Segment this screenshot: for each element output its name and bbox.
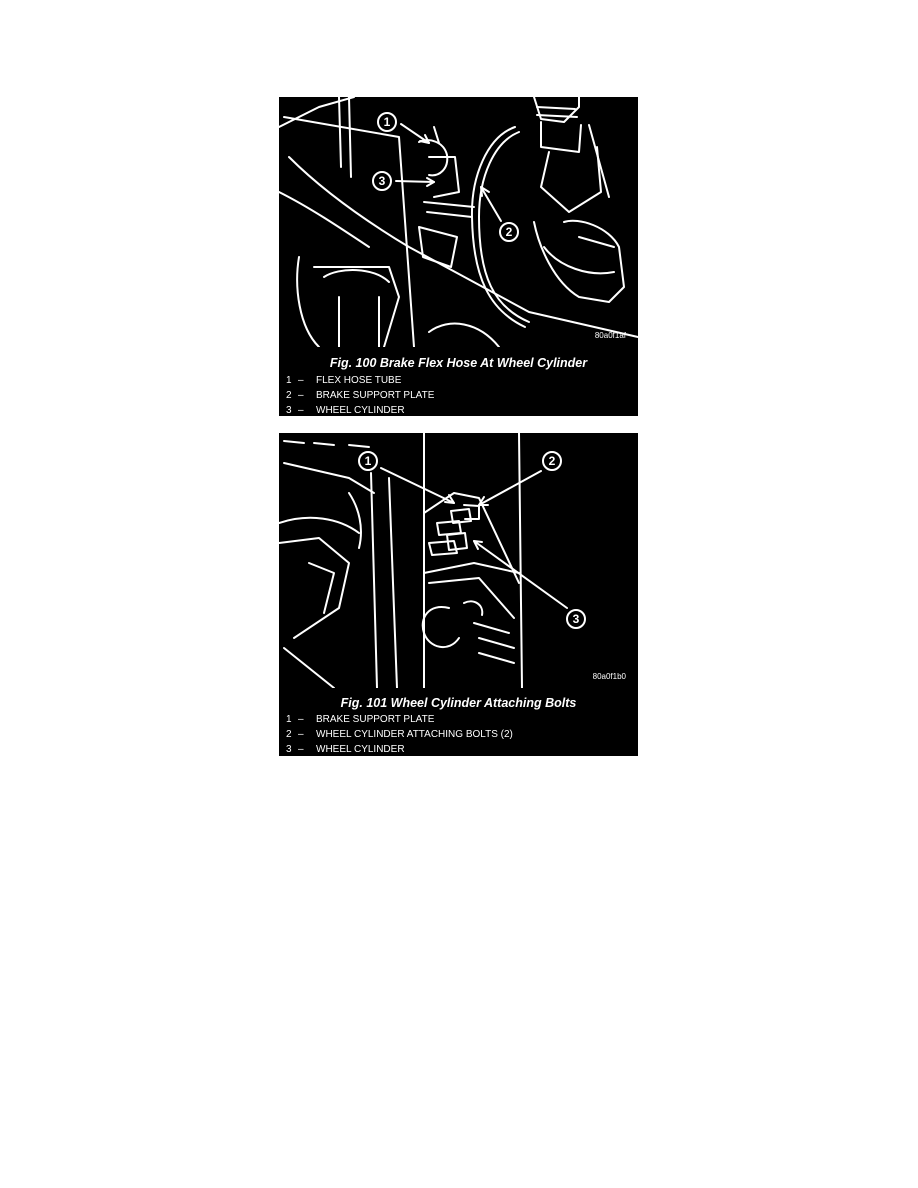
figure-code: 80a0f1b0 — [592, 672, 626, 681]
callout-1: 1 — [383, 115, 391, 129]
figure-legend — [286, 712, 513, 756]
legend-item: 3 – WHEEL CYLINDER — [286, 405, 405, 416]
figure-caption: Fig. 100 Brake Flex Hose At Wheel Cylinder — [329, 356, 588, 370]
callout-2: 2 — [505, 225, 513, 239]
callout-3: 3 — [572, 612, 580, 626]
callout-2: 2 — [548, 454, 556, 468]
figure-caption: Fig. 101 Wheel Cylinder Attaching Bolts — [340, 696, 577, 710]
callout-3: 3 — [378, 174, 386, 188]
callout-1: 1 — [364, 454, 372, 468]
legend-item: 2 – BRAKE SUPPORT PLATE — [286, 390, 435, 401]
legend-item: 1 – BRAKE SUPPORT PLATE — [286, 714, 435, 725]
legend-item: 1 – FLEX HOSE TUBE — [286, 375, 402, 386]
figure-legend — [286, 373, 434, 416]
legend-item: 3 – WHEEL CYLINDER — [286, 744, 405, 755]
figure-code: 80a0f1af — [594, 331, 626, 340]
brake-flex-hose-illustration — [279, 97, 638, 347]
figure-101 — [279, 433, 638, 756]
legend-item: 2 – WHEEL CYLINDER ATTACHING BOLTS (2) — [286, 729, 513, 740]
figure-100 — [279, 97, 638, 416]
wheel-cylinder-bolts-illustration — [279, 433, 638, 688]
